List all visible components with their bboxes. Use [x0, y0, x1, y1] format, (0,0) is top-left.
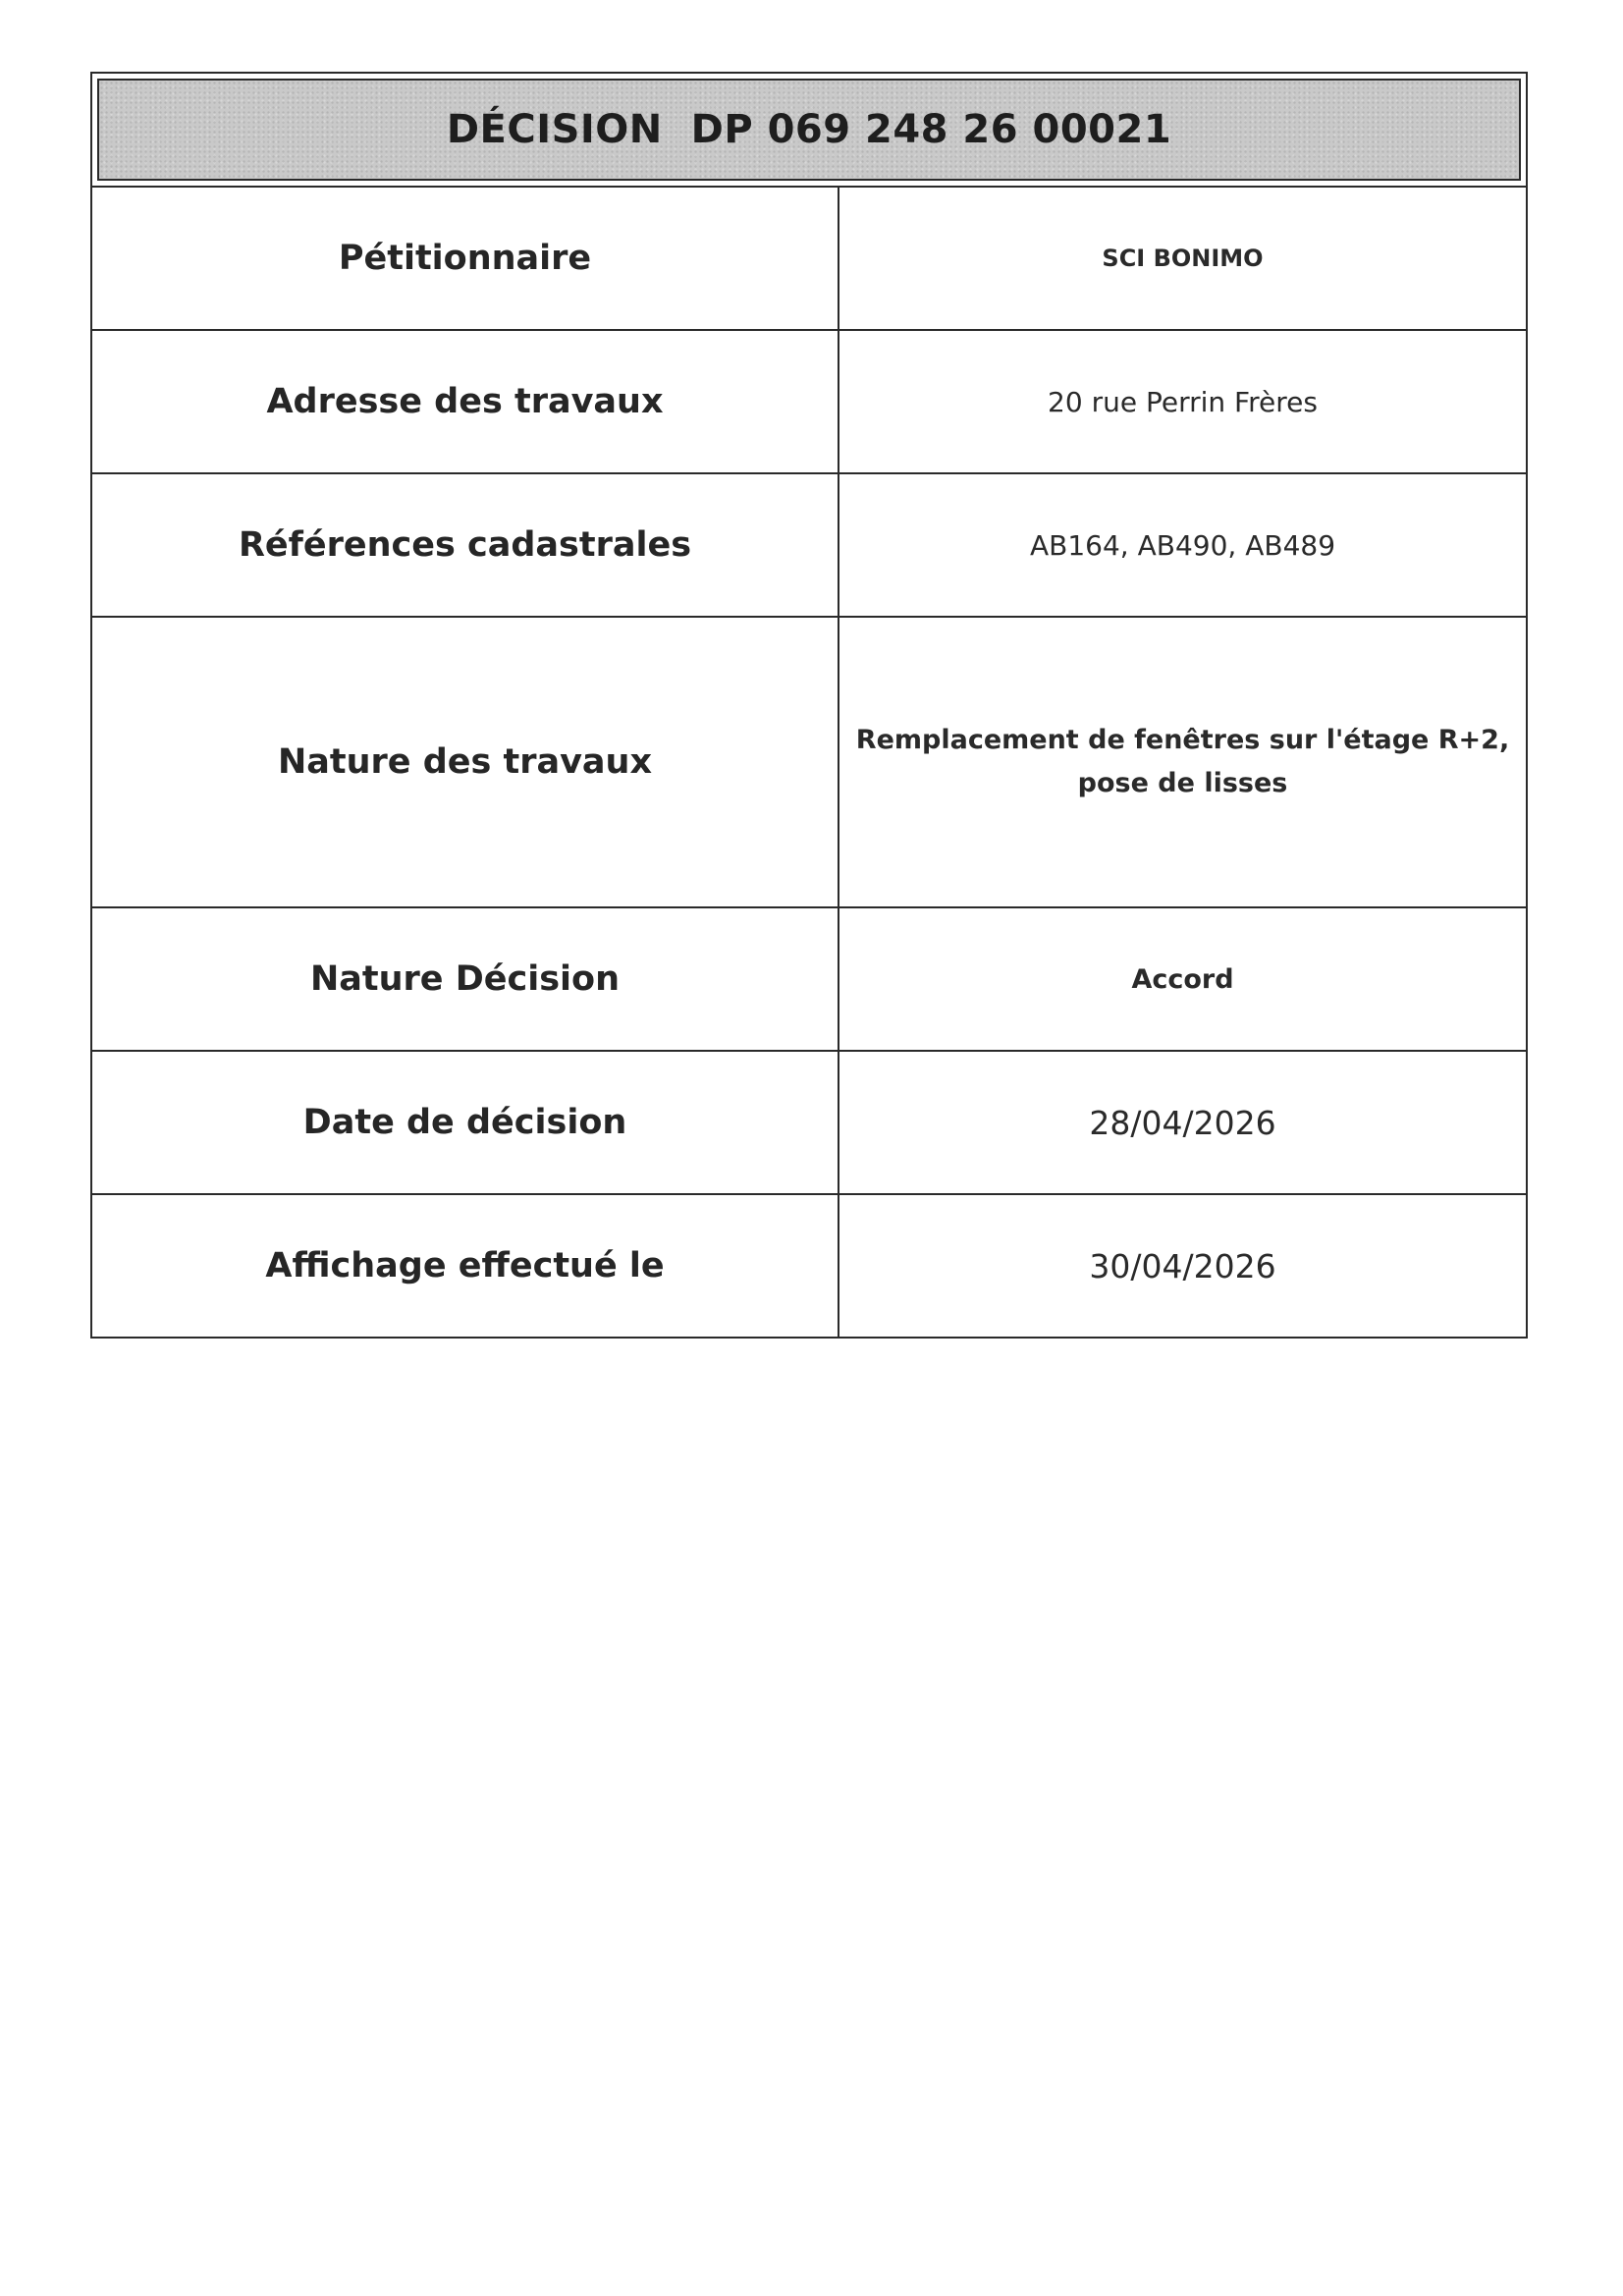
- title-box: [90, 72, 1528, 188]
- decision-info-table: [90, 186, 1528, 1339]
- row-value-petitionnaire: SCI BONIMO: [839, 187, 1527, 330]
- decision-sheet: [90, 72, 1528, 1339]
- row-value-date-decision: 28/04/2026: [839, 1051, 1527, 1194]
- row-label-adresse: Adresse des travaux: [91, 330, 839, 473]
- row-value-nature-travaux: Remplacement de fenêtres sur l'étage R+2, pose de lisses: [839, 617, 1527, 907]
- row-label-petitionnaire: Pétitionnaire: [91, 187, 839, 330]
- row-value-references: AB164, AB490, AB489: [839, 473, 1527, 617]
- row-label-date-decision: Date de décision: [91, 1051, 839, 1194]
- table-row-date-decision: [91, 1051, 1527, 1194]
- row-label-affichage: Affichage effectué le: [91, 1194, 839, 1338]
- row-value-adresse: 20 rue Perrin Frères: [839, 330, 1527, 473]
- table-row-affichage: [91, 1194, 1527, 1338]
- row-value-affichage: 30/04/2026: [839, 1194, 1527, 1338]
- table-row-nature-travaux: [91, 617, 1527, 907]
- title-banner: [97, 79, 1521, 181]
- row-label-nature-travaux: Nature des travaux: [91, 617, 839, 907]
- table-row-petitionnaire: [91, 187, 1527, 330]
- table-row-nature-decision: [91, 907, 1527, 1051]
- row-value-nature-decision: Accord: [839, 907, 1527, 1051]
- table-row-references: [91, 473, 1527, 617]
- row-label-references: Références cadastrales: [91, 473, 839, 617]
- row-label-nature-decision: Nature Décision: [91, 907, 839, 1051]
- decision-title: DÉCISION DP 069 248 26 00021: [446, 107, 1172, 152]
- table-row-adresse: [91, 330, 1527, 473]
